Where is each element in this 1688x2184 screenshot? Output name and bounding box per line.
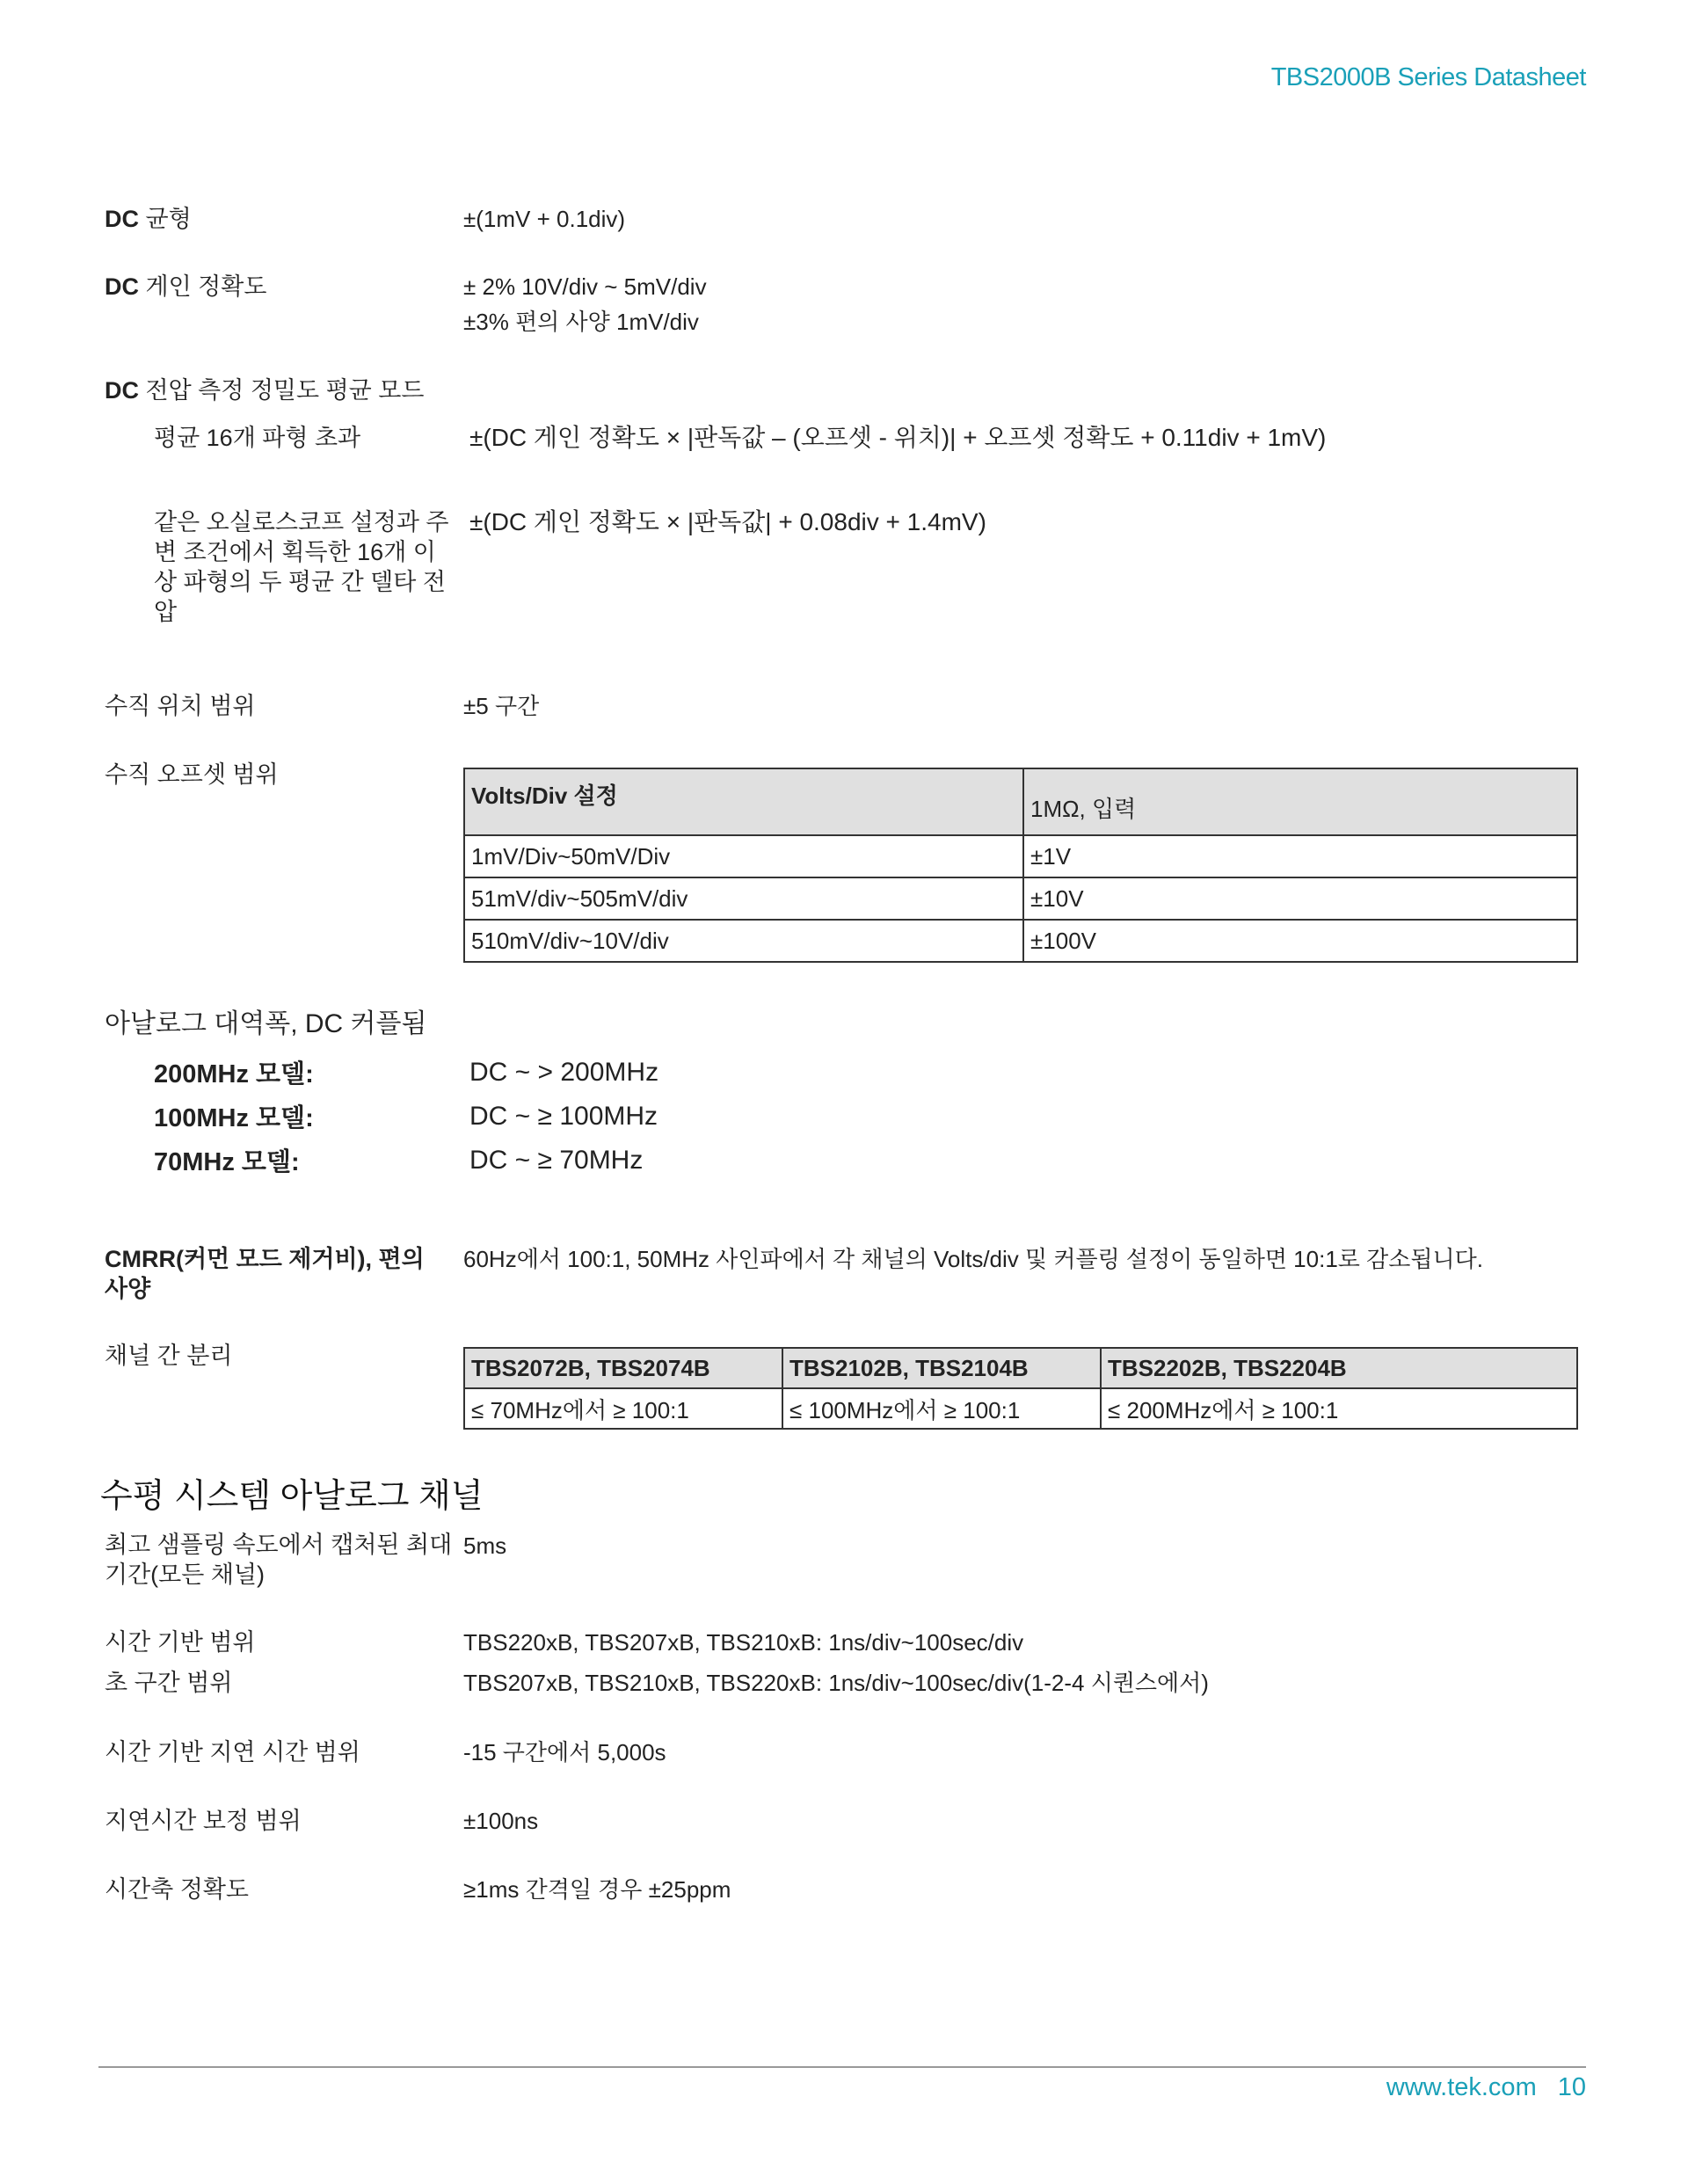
isolation-header-100-text: TBS2102B, TBS2104B (789, 1354, 1029, 1381)
isolation-header-200-text: TBS2202B, TBS2204B (1108, 1354, 1347, 1381)
value-bw-200: DC ~ > 200MHz (469, 1058, 659, 1087)
offset-cell-setting: 1mV/Div~50mV/Div (464, 835, 1023, 877)
offset-header-setting-text: Volts/Div 설정 (471, 783, 618, 809)
label-dc-voltage-text: 전압 측정 정밀도 평균 모드 (139, 377, 425, 404)
value-delay-range: -15 구간에서 5,000s (463, 1739, 666, 1765)
table-row (464, 920, 1577, 962)
label-bw-200: 200MHz 모델: (154, 1060, 314, 1088)
label-cmrr: CMRR(커먼 모드 제거비), 편의 사양 (105, 1246, 425, 1302)
label-bw-70: 70MHz 모델: (154, 1148, 300, 1176)
label-dc-voltage-prefix: DC (105, 377, 139, 404)
section-title-horizontal: 수평 시스템 아날로그 채널 (100, 1478, 484, 1515)
offset-cell-setting: 510mV/div~10V/div (464, 920, 1023, 962)
label-timebase-range: 시간 기반 범위 (105, 1629, 256, 1656)
label-dc-balance-text: 균형 (139, 206, 192, 232)
label-dc-gain-text: 게인 정확도 (139, 273, 267, 300)
label-position-range: 수직 위치 범위 (105, 693, 256, 719)
isolation-header-100 (782, 1348, 1101, 1388)
label-dc-gain (105, 272, 465, 302)
label-dc-balance-prefix: DC (105, 206, 139, 232)
offset-header-setting (464, 768, 1023, 835)
label-dc-voltage (105, 375, 720, 405)
label-bw-100: 100MHz 모델: (154, 1104, 314, 1132)
label-max-duration: 최고 샘플링 속도에서 캡처된 최대 기간(모든 채널) (105, 1532, 453, 1588)
offset-range-table (463, 768, 1578, 963)
datasheet-title: TBS2000B Series Datasheet (1270, 63, 1586, 91)
offset-cell-value: ±10V (1023, 877, 1577, 920)
value-avg16: ±(DC 게인 정확도 × |판독값 – (오프셋 - 위치)| + 오프셋 정확도 + 0.11div + 1mV) (469, 424, 1327, 451)
offset-header-input: 1MΩ, 입력 (1023, 768, 1577, 835)
label-delta-voltage: 같은 오실로스코프 설정과 주변 조건에서 획득한 16개 이상 파형의 두 평균 간 델타 전압 (154, 509, 449, 625)
value-position-range: ±5 구간 (463, 693, 540, 719)
isolation-header-200 (1101, 1348, 1577, 1388)
label-avg16: 평균 16개 파형 초과 (154, 425, 361, 451)
isolation-header-70-text: TBS2072B, TBS2074B (471, 1354, 710, 1381)
offset-cell-value: ±1V (1023, 835, 1577, 877)
label-dc-gain-prefix: DC (105, 273, 139, 300)
offset-cell-value: ±100V (1023, 920, 1577, 962)
value-deskew-range: ±100ns (463, 1808, 539, 1834)
isolation-table (463, 1347, 1578, 1430)
value-timebase-range: TBS220xB, TBS207xB, TBS210xB: 1ns/div~100sec/div (463, 1629, 1024, 1656)
isolation-cell-200: ≤ 200MHz에서 ≥ 100:1 (1101, 1388, 1577, 1429)
offset-header-row (464, 768, 1577, 835)
offset-cell-setting: 51mV/div~505mV/div (464, 877, 1023, 920)
label-delay-range: 시간 기반 지연 시간 범위 (105, 1739, 360, 1765)
label-bandwidth: 아날로그 대역폭, DC 커플됨 (105, 1009, 427, 1038)
footer (1386, 2073, 1586, 2102)
value-dc-gain-1: ± 2% 10V/div ~ 5mV/div (463, 273, 707, 300)
page-number: 10 (1557, 2073, 1586, 2101)
label-timebase-accuracy: 시간축 정확도 (105, 1876, 249, 1903)
label-dc-balance (105, 204, 465, 234)
footer-url-link[interactable]: www.tek.com (1386, 2073, 1537, 2101)
table-row (464, 835, 1577, 877)
value-max-duration: 5ms (463, 1532, 507, 1559)
value-bw-70: DC ~ ≥ 70MHz (469, 1146, 644, 1175)
value-dc-gain-2: ±3% 편의 사양 1mV/div (463, 309, 699, 335)
table-row (464, 1388, 1577, 1429)
table-row (464, 877, 1577, 920)
label-seconds-range: 초 구간 범위 (105, 1670, 233, 1696)
value-timebase-accuracy: ≥1ms 간격일 경우 ±25ppm (463, 1876, 731, 1903)
value-seconds-range: TBS207xB, TBS210xB, TBS220xB: 1ns/div~100sec/div(1-2-4 시퀀스에서) (463, 1670, 1209, 1696)
isolation-cell-70: ≤ 70MHz에서 ≥ 100:1 (464, 1388, 782, 1429)
isolation-header-row (464, 1348, 1577, 1388)
label-isolation: 채널 간 분리 (105, 1343, 233, 1369)
footer-divider (98, 2066, 1586, 2068)
value-delta-voltage: ±(DC 게인 정확도 × |판독값| + 0.08div + 1.4mV) (469, 508, 986, 535)
value-cmrr: 60Hz에서 100:1, 50MHz 사인파에서 각 채널의 Volts/div 및 커플링 설정이 동일하면 10:1로 감소됩니다. (463, 1246, 1483, 1272)
label-offset-range: 수직 오프셋 범위 (105, 761, 279, 788)
isolation-header-70 (464, 1348, 782, 1388)
value-dc-balance: ±(1mV + 0.1div) (463, 206, 626, 232)
value-bw-100: DC ~ ≥ 100MHz (469, 1102, 658, 1131)
label-deskew-range: 지연시간 보정 범위 (105, 1808, 302, 1834)
isolation-cell-100: ≤ 100MHz에서 ≥ 100:1 (782, 1388, 1101, 1429)
